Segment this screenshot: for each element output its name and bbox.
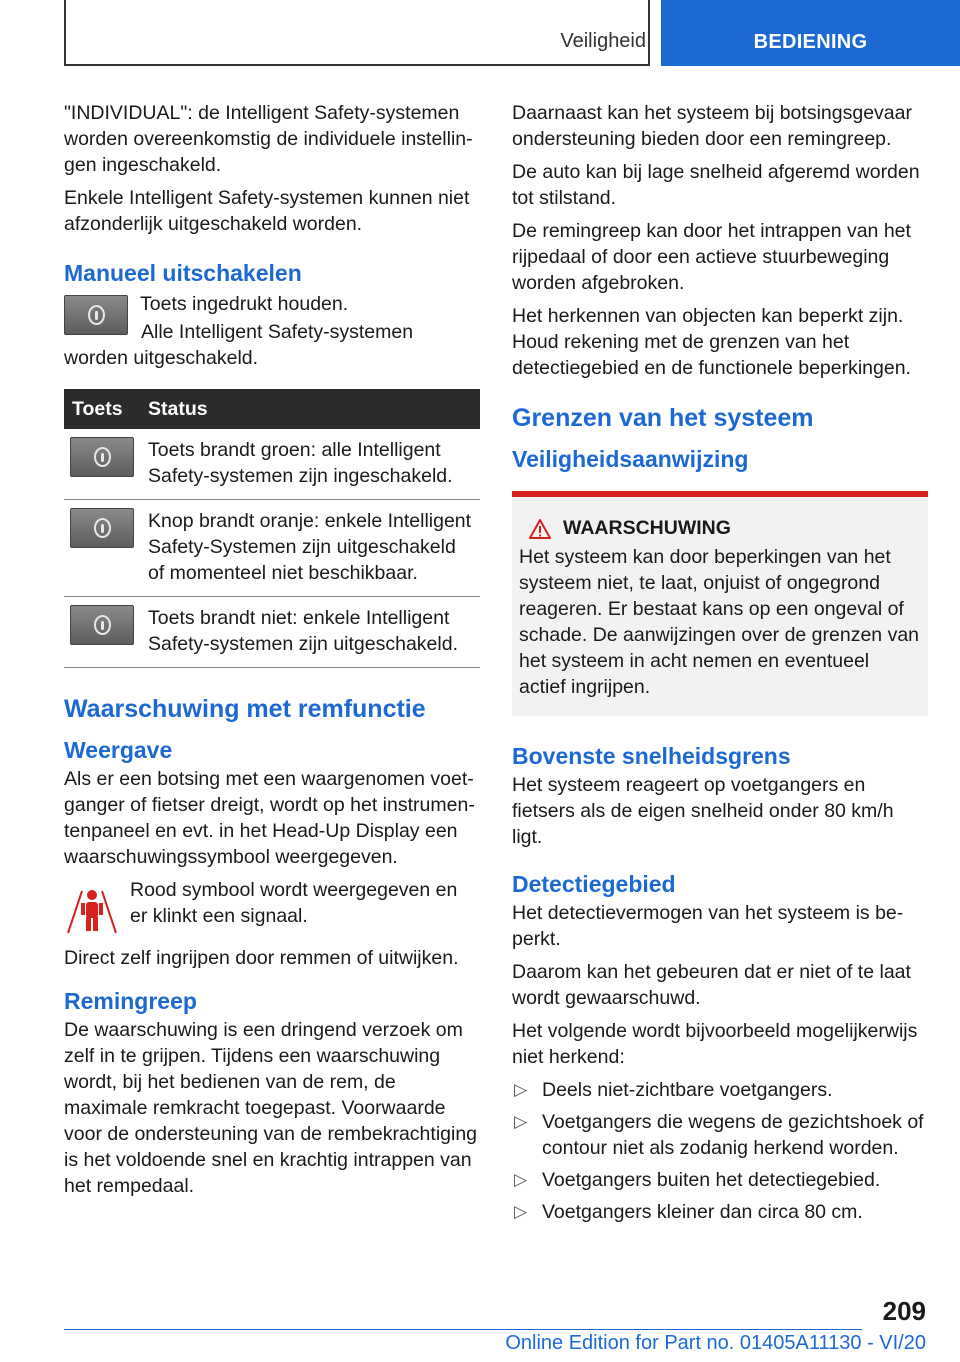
speed-limit-paragraph: Het systeem reageert op voetgangers en fietsers als de eigen snelheid onder 80 km/h ligt. xyxy=(512,774,894,848)
table-cell-status: Toets brandt groen: alle Intelligent Safety-systemen zijn ingeschakeld. xyxy=(140,429,480,500)
system-limits-heading: Grenzen van het systeem xyxy=(512,404,814,432)
warning-box xyxy=(512,491,928,716)
safety-note-heading: Veiligheidsaanwijzing xyxy=(512,446,749,472)
right-column xyxy=(512,100,927,1231)
pedestrian-warning-icon xyxy=(64,881,120,939)
table-row xyxy=(64,500,480,597)
triangle-bullet-icon: ▷ xyxy=(514,1202,528,1221)
manual-off-line-1: Toets ingedrukt houden. xyxy=(140,293,349,315)
triangle-bullet-icon: ▷ xyxy=(514,1170,528,1189)
page-number: 209 xyxy=(882,1296,926,1326)
manual-off-line-2: Alle Intelligent Safety-systemen worden uitgeschakeld. xyxy=(64,321,414,369)
right-intro-3: De remingreep kan door het intrappen van het rijpedaal of door een actieve stuurbeweging worden afgebroken. xyxy=(512,220,911,294)
detection-limit-list xyxy=(512,1077,927,1225)
safety-button-icon xyxy=(70,437,134,477)
detection-paragraph-2: Daarom kan het gebeuren dat er niet of te laat wordt gewaarschuwd. xyxy=(512,961,911,1009)
safety-button-icon xyxy=(70,605,134,645)
header-section-title: Veiligheid xyxy=(560,30,646,52)
warning-text: Het systeem kan door beperkingen van het systeem niet, te laat, onjuist of ongegrond reageren. Er bestaat kans op een ongeval of schade. De aanwijzingen over de grenzen van het systeem in acht nemen en eventueel actief ingrijpen. xyxy=(519,546,920,698)
right-intro-4: Het herkennen van objecten kan beperkt zijn. Houd rekening met de grenzen van het detectiegebied en de functionele beperkingen. xyxy=(512,305,911,379)
header-chapter-tab[interactable]: BEDIENING xyxy=(661,0,960,66)
detection-paragraph-3: Het volgende wordt bijvoorbeeld mogelijkerwijs niet herkend: xyxy=(512,1020,918,1068)
manual-off-heading: Manueel uitschakelen xyxy=(64,260,302,286)
button-status-table xyxy=(64,389,480,668)
brake-intervention-paragraph: De waarschuwing is een dringend verzoek om zelf in te grijpen. Tijdens een waarschuwing wordt, bij het bedienen van de rem, de maximale remkracht toegepast. Voorwaarde voor de ondersteuning van de rembekrachtiging is het voldoende snel en krachtig intrappen van het rempedaal. xyxy=(64,1019,478,1197)
right-intro-1: Daarnaast kan het systeem bij botsingsgevaar ondersteuning bieden door een remingreep. xyxy=(512,102,912,150)
header-rule-right xyxy=(648,0,650,66)
header-rule xyxy=(64,64,650,66)
list-item: ▷ Deels niet-zichtbare voetgangers. xyxy=(514,1079,833,1101)
table-header-status: Status xyxy=(140,389,480,429)
list-item: ▷ Voetgangers buiten het detectiegebied. xyxy=(514,1169,881,1191)
table-row xyxy=(64,597,480,668)
warning-title-text: WAARSCHUWING xyxy=(563,517,731,539)
brake-warning-heading: Waarschuwing met remfunctie xyxy=(64,695,426,723)
list-item: ▷ Voetgangers die wegens de gezichtshoek of contour niet als zodanig herkend worden. xyxy=(514,1111,924,1159)
table-header-toets: Toets xyxy=(64,389,140,429)
table-cell-status: Toets brandt niet: enkele Intelligent Safety-systemen zijn uitgeschakeld. xyxy=(140,597,480,668)
display-subheading: Weergave xyxy=(64,737,173,763)
red-symbol-instruction xyxy=(64,877,479,939)
list-item: ▷ Voetgangers kleiner dan circa 80 cm. xyxy=(514,1201,863,1223)
left-column xyxy=(64,100,479,1206)
warning-triangle-icon xyxy=(529,519,551,539)
intervene-paragraph: Direct zelf ingrijpen door remmen of uitwijken. xyxy=(64,947,459,969)
speed-limit-heading: Bovenste snelheidsgrens xyxy=(512,743,791,769)
footer-rule xyxy=(64,1329,862,1330)
warning-title xyxy=(529,517,920,540)
safety-button-icon xyxy=(70,508,134,548)
intro-paragraph-1: "INDIVIDUAL": de Intelligent Safety-systemen worden overeenkomstig de individuele instellingen ingeschakeld. xyxy=(64,102,473,176)
table-row xyxy=(64,429,480,500)
triangle-bullet-icon: ▷ xyxy=(514,1080,528,1099)
detection-area-heading: Detectiegebied xyxy=(512,871,676,897)
brake-intervention-subheading: Remingreep xyxy=(64,988,197,1014)
triangle-bullet-icon: ▷ xyxy=(514,1112,528,1131)
safety-button-icon xyxy=(64,295,128,335)
detection-paragraph-1: Het detectievermogen van het systeem is beperkt. xyxy=(512,902,904,950)
footer-edition-link[interactable]: Online Edition for Part no. 01405A11130 - VI/20 xyxy=(505,1332,926,1354)
table-cell-status: Knop brandt oranje: enkele Intelligent Safety-Systemen zijn uitgeschakeld of momenteel niet beschikbaar. xyxy=(140,500,480,597)
right-intro-2: De auto kan bij lage snelheid afgeremd worden tot stilstand. xyxy=(512,161,920,209)
intro-paragraph-2: Enkele Intelligent Safety-systemen kunnen niet afzonderlijk uitgeschakeld worden. xyxy=(64,187,470,235)
display-paragraph: Als er een botsing met een waargenomen voetganger of fietser dreigt, wordt op het instrumentenpaneel en evt. in het Head-Up Display een waarschuwingssymbool weergegeven. xyxy=(64,768,475,868)
header-rule-left xyxy=(64,0,66,66)
red-symbol-paragraph: Rood symbool wordt weergegeven en er klinkt een signaal. xyxy=(130,879,458,927)
